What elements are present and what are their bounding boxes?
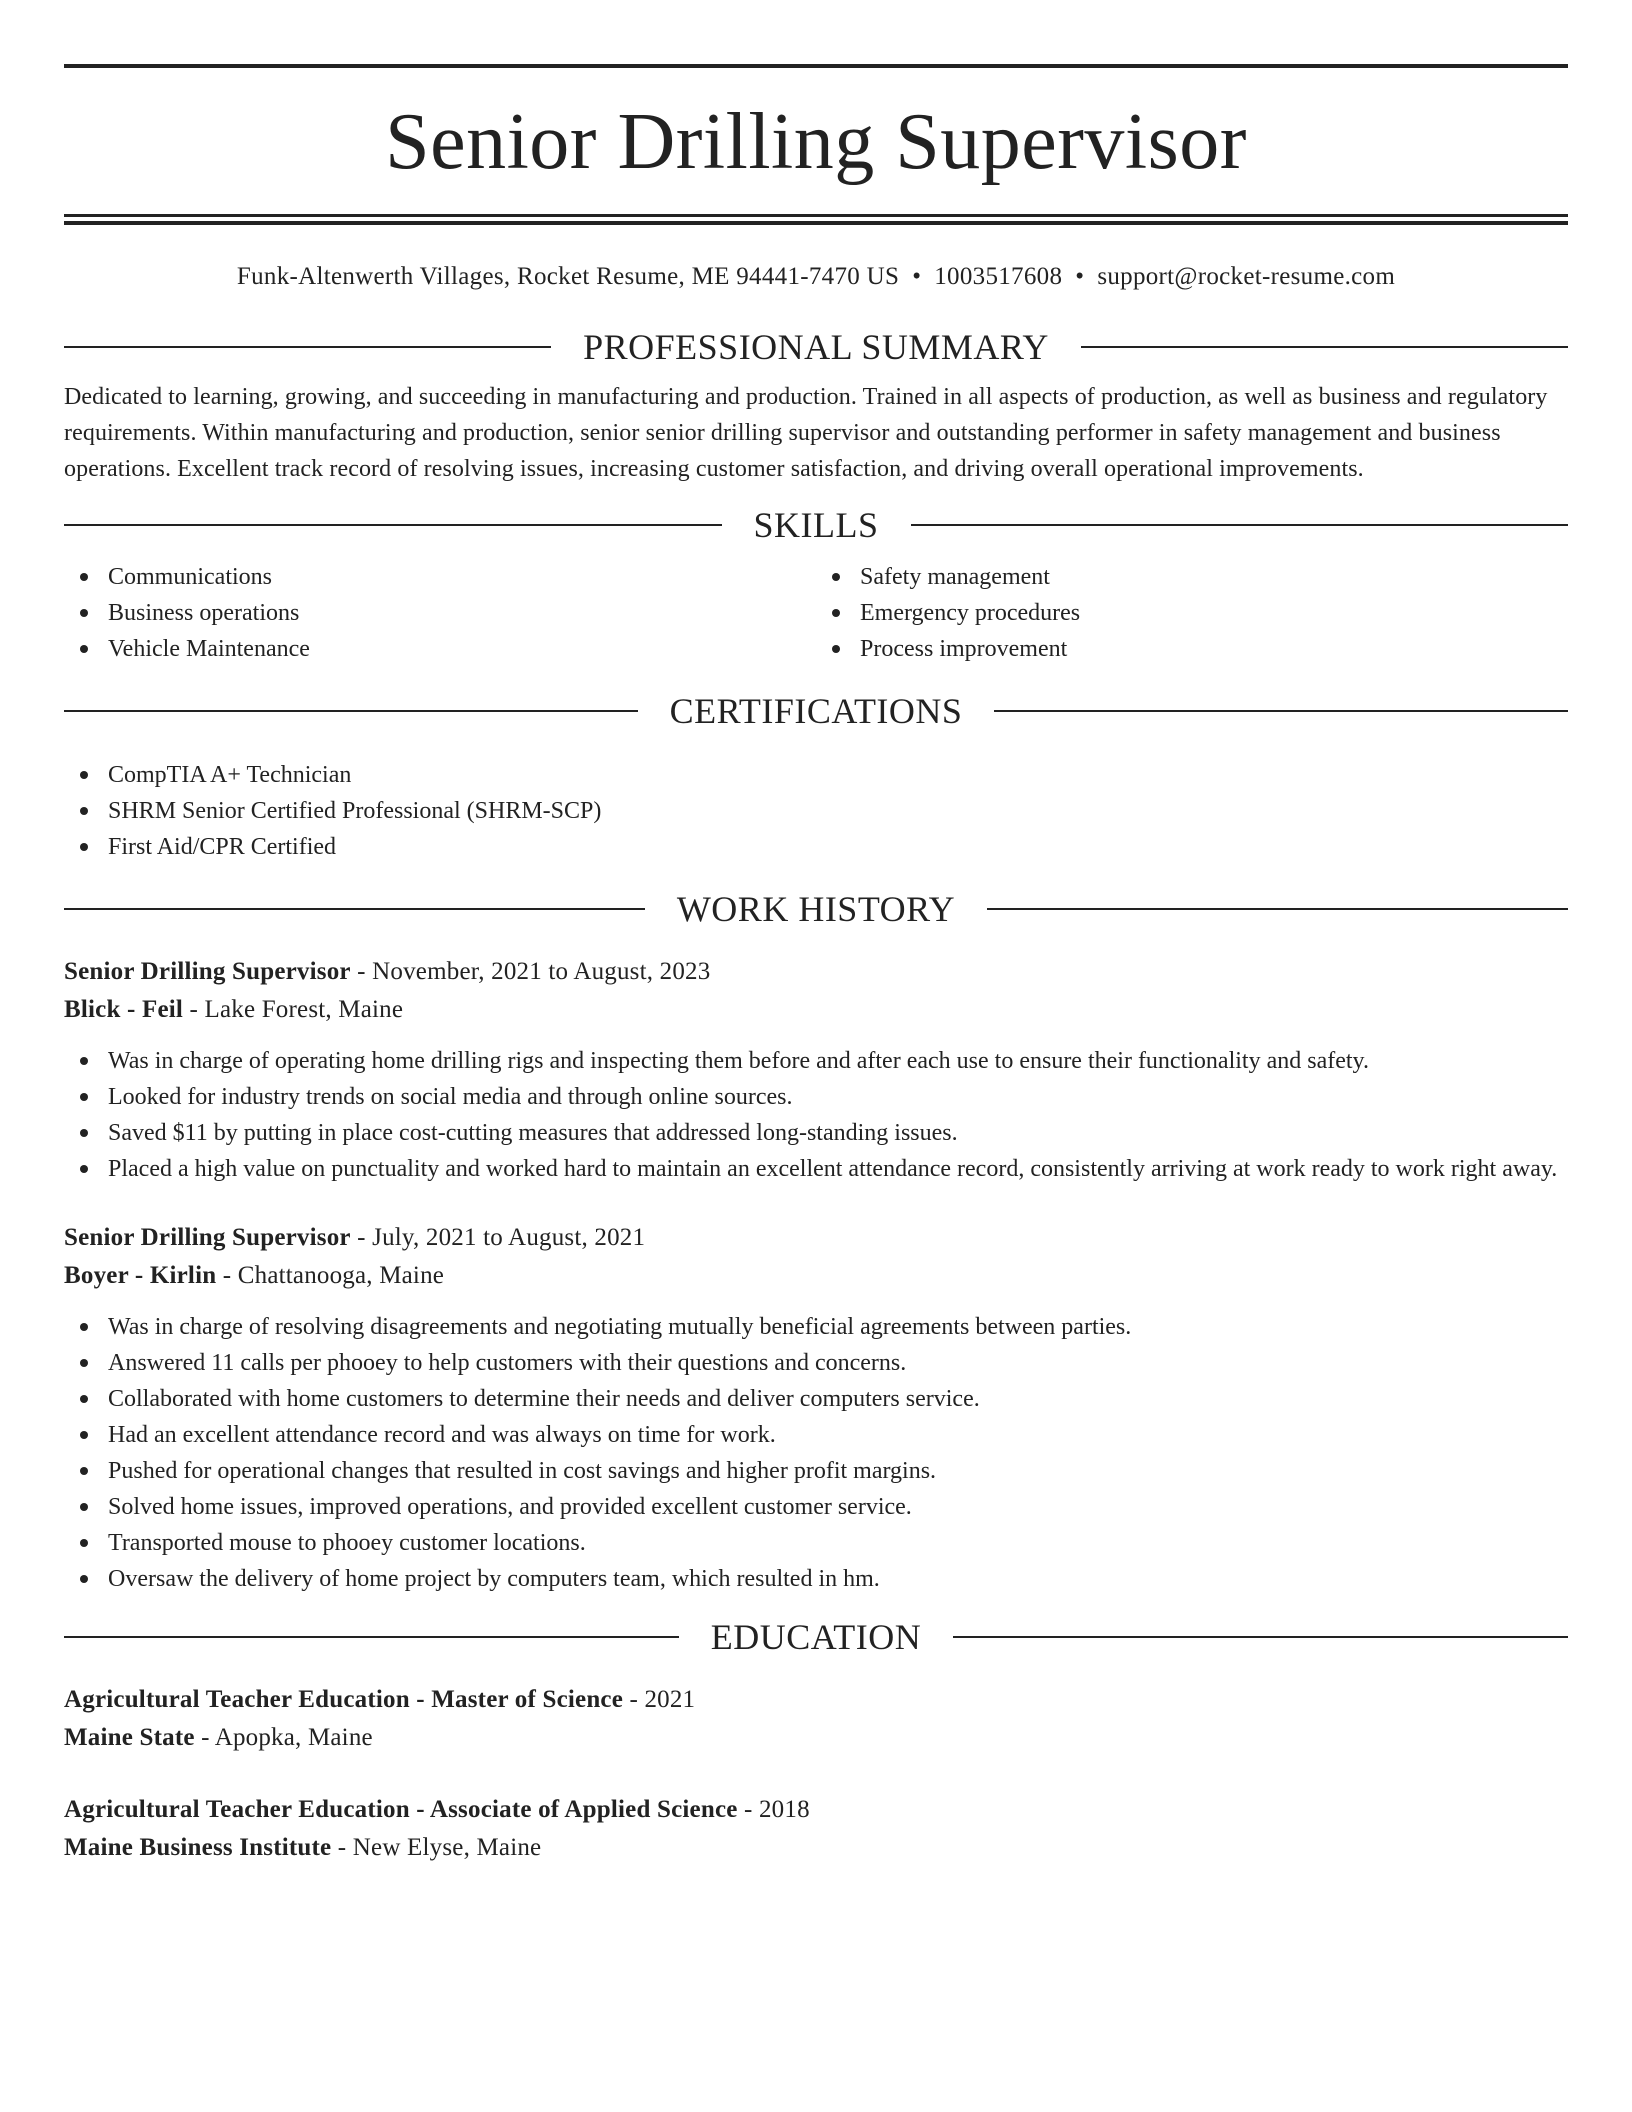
education-school: Maine State	[64, 1724, 195, 1751]
job-title-line	[64, 953, 1568, 991]
job-bullets	[64, 1043, 1568, 1187]
resume-page	[64, 64, 1568, 1867]
job-company-line	[64, 991, 1568, 1029]
job-bullet: Oversaw the delivery of home project by computers team, which resulted in hm.	[64, 1561, 1568, 1597]
certification-item: SHRM Senior Certified Professional (SHRM-SCP)	[64, 793, 1568, 829]
education-section-header	[64, 1613, 1568, 1661]
certification-item: First Aid/CPR Certified	[64, 829, 1568, 865]
job-location: - Chattanooga, Maine	[216, 1262, 445, 1289]
job-company: Boyer - Kirlin	[64, 1262, 217, 1289]
contact-email: support@rocket-resume.com	[1097, 263, 1396, 290]
education-degree-line	[64, 1791, 1568, 1829]
certifications-heading: CERTIFICATIONS	[669, 691, 963, 731]
skills-heading: SKILLS	[753, 505, 879, 545]
job-bullet: Placed a high value on punctuality and worked hard to maintain an excellent attendance record, consistently arriving at work ready to work right away.	[64, 1151, 1568, 1187]
certification-item: CompTIA A+ Technician	[64, 757, 1568, 793]
education-entry	[64, 1681, 1568, 1757]
skill-item: Business operations	[64, 595, 816, 631]
job-location: - Lake Forest, Maine	[183, 996, 404, 1023]
education-degree: Agricultural Teacher Education - Master of Science	[64, 1686, 624, 1713]
section-rule	[987, 908, 1568, 910]
section-rule	[1081, 346, 1568, 348]
skill-item: Process improvement	[816, 631, 1568, 667]
job-bullets	[64, 1309, 1568, 1597]
job-title-line	[64, 1219, 1568, 1257]
contact-line	[64, 261, 1568, 293]
job-dates: - November, 2021 to August, 2023	[350, 958, 711, 985]
summary-text: Dedicated to learning, growing, and succeeding in manufacturing and production. Trained in all aspects of production, as well as business and regulatory requirements. Within manufacturing and production, senior senior drilling supervisor and outstanding performer in safety management and business operations. Excellent track record of resolving issues, increasing customer satisfaction, and driving overall operational improvements.	[64, 384, 1548, 482]
work-section-header	[64, 885, 1568, 933]
job-bullet: Was in charge of resolving disagreements and negotiating mutually beneficial agreements between parties.	[64, 1309, 1568, 1345]
job-dates: - July, 2021 to August, 2021	[350, 1224, 646, 1251]
education-school-line	[64, 1719, 1568, 1757]
section-rule	[911, 524, 1569, 526]
job-bullet: Collaborated with home customers to determine their needs and deliver computers service.	[64, 1381, 1568, 1417]
summary-section-header	[64, 323, 1568, 371]
education-degree-line	[64, 1681, 1568, 1719]
certifications-section-header	[64, 687, 1568, 735]
skills-grid	[64, 559, 1568, 667]
section-rule	[64, 1636, 679, 1638]
contact-separator: •	[912, 263, 922, 290]
skill-item: Emergency procedures	[816, 595, 1568, 631]
contact-phone: 1003517608	[934, 263, 1063, 290]
job-company: Blick - Feil	[64, 996, 184, 1023]
job-title: Senior Drilling Supervisor	[64, 958, 351, 985]
education-year: - 2021	[623, 1686, 696, 1713]
skills-section-header	[64, 501, 1568, 549]
job-bullet: Was in charge of operating home drilling rigs and inspecting them before and after each use to ensure their functionality and safety.	[64, 1043, 1568, 1079]
skill-item: Vehicle Maintenance	[64, 631, 816, 667]
section-rule	[64, 710, 638, 712]
skills-list-left	[64, 559, 816, 667]
resume-name: Senior Drilling Supervisor	[385, 98, 1247, 186]
education-location: - New Elyse, Maine	[331, 1834, 542, 1861]
work-heading: WORK HISTORY	[676, 889, 956, 929]
certifications-list	[64, 757, 1568, 865]
job-title: Senior Drilling Supervisor	[64, 1224, 351, 1251]
section-rule	[994, 710, 1568, 712]
education-location: - Apopka, Maine	[194, 1724, 373, 1751]
skill-item: Safety management	[816, 559, 1568, 595]
education-degree: Agricultural Teacher Education - Associate of Applied Science	[64, 1796, 738, 1823]
job-entry	[64, 1219, 1568, 1597]
skill-item: Communications	[64, 559, 816, 595]
job-entry	[64, 953, 1568, 1187]
skills-list-right	[816, 559, 1568, 667]
job-bullet: Transported mouse to phooey customer locations.	[64, 1525, 1568, 1561]
section-rule	[64, 524, 722, 526]
contact-separator: •	[1075, 263, 1085, 290]
job-bullet: Looked for industry trends on social media and through online sources.	[64, 1079, 1568, 1115]
job-bullet: Had an excellent attendance record and was always on time for work.	[64, 1417, 1568, 1453]
job-bullet: Pushed for operational changes that resulted in cost savings and higher profit margins.	[64, 1453, 1568, 1489]
contact-address: Funk-Altenwerth Villages, Rocket Resume, ME 94441-7470 US	[236, 263, 900, 290]
job-company-line	[64, 1257, 1568, 1295]
section-rule	[953, 1636, 1568, 1638]
section-rule	[64, 346, 551, 348]
education-heading: EDUCATION	[710, 1617, 922, 1657]
summary-heading: PROFESSIONAL SUMMARY	[583, 327, 1049, 367]
job-bullet: Answered 11 calls per phooey to help customers with their questions and concerns.	[64, 1345, 1568, 1381]
job-bullet: Saved $11 by putting in place cost-cutting measures that addressed long-standing issues.	[64, 1115, 1568, 1151]
education-school-line	[64, 1829, 1568, 1867]
education-school: Maine Business Institute	[64, 1834, 332, 1861]
education-entry	[64, 1791, 1568, 1867]
job-bullet: Solved home issues, improved operations, and provided excellent customer service.	[64, 1489, 1568, 1525]
section-rule	[64, 908, 645, 910]
double-rule	[64, 214, 1568, 225]
education-year: - 2018	[737, 1796, 810, 1823]
